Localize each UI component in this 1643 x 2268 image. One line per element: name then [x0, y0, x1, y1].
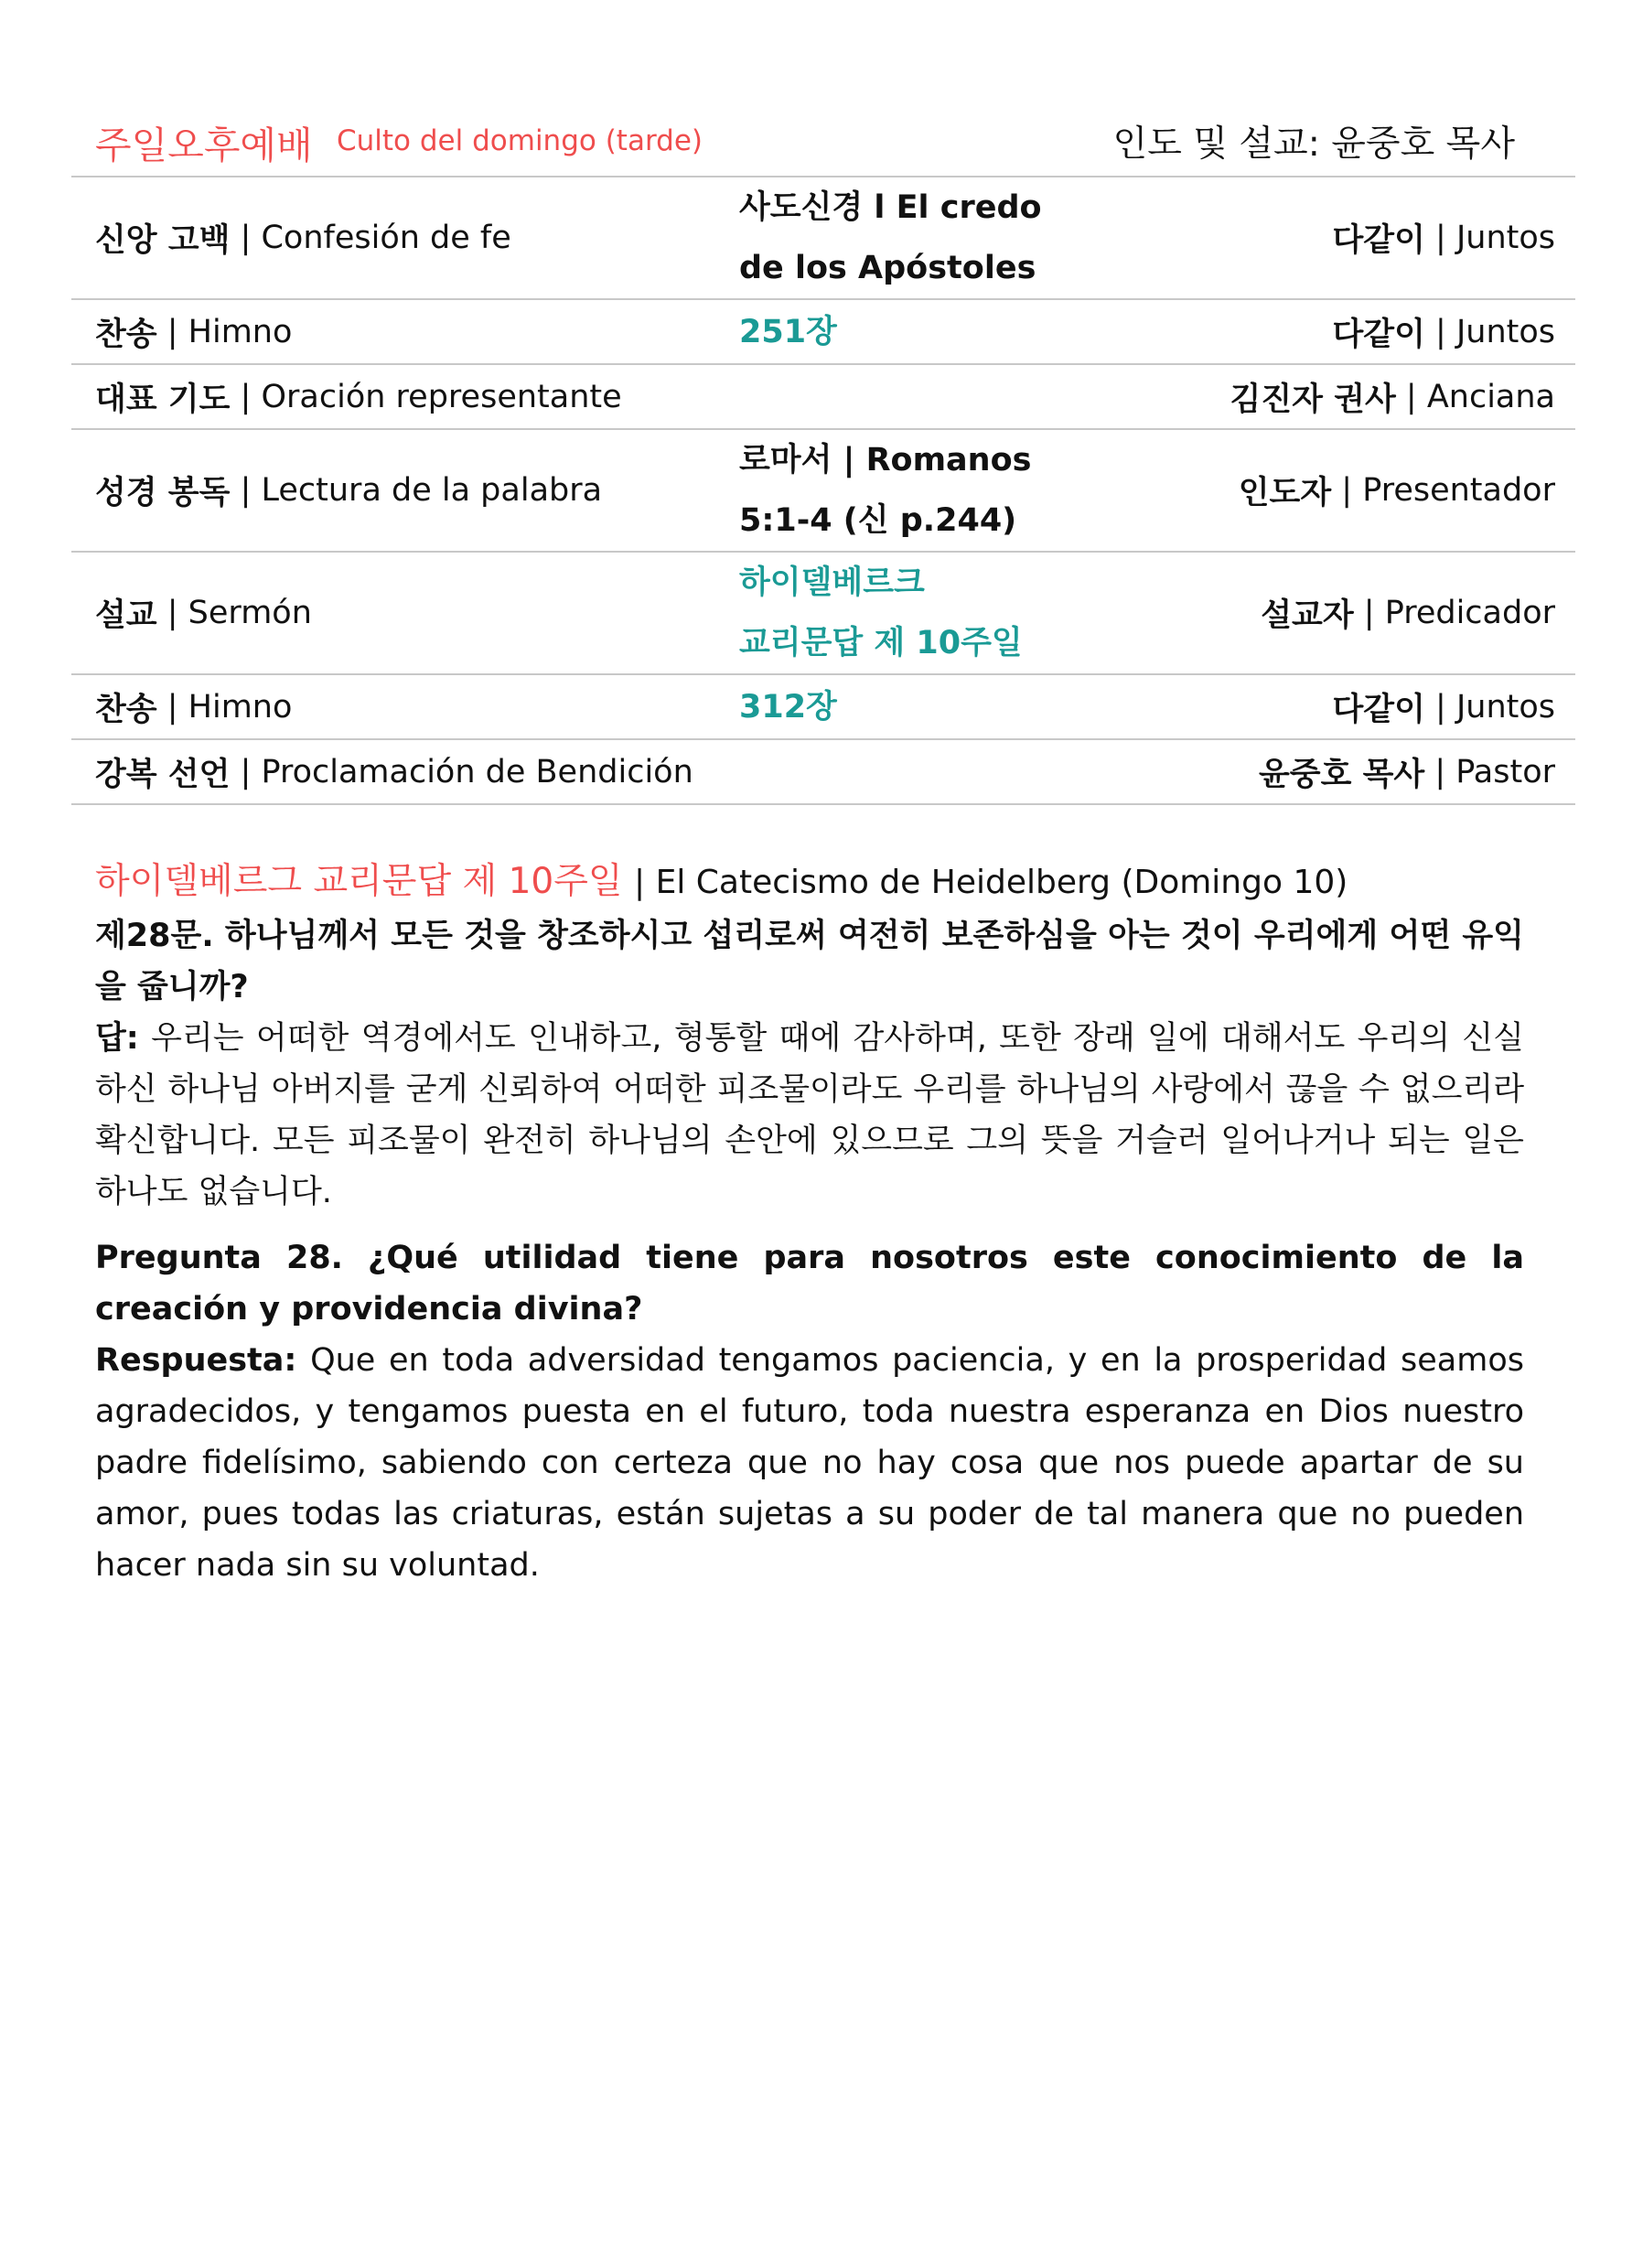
answer-ko-text: 우리는 어떠한 역경에서도 인내하고, 형통할 때에 감사하며, 또한 장래 일에 대해서도 우리의 신실하신 하나님 아버지를 굳게 신뢰하여 어떠한 피조물이라도 우리를 하나님의 사랑에서 끊을 수 없으리라 확신합니다. 모든 피조물이 완전히 하나님의 손안에 있으므로 그의 뜻을 거슬러 일어나거나 되는 일은 하나도 없습니다. — [95, 1020, 1524, 1210]
order-item-label: 설교 | Sermón — [95, 595, 312, 634]
service-leader: 인도 및 설교: 윤중호 목사 — [1112, 124, 1515, 165]
catechism-title-es: El Catecismo de Heidelberg (Domingo 10) — [655, 864, 1348, 901]
service-header — [95, 108, 1559, 174]
order-item-label: 찬송 | Himno — [95, 313, 293, 353]
order-item-label: 찬송 | Himno — [95, 688, 293, 728]
order-item-label: 신앙 고백 | Confesión de fe — [95, 220, 511, 259]
order-item-person: 다같이 | Juntos — [1332, 313, 1555, 353]
catechism-title-ko: 하이델베르그 교리문답 제 10주일 — [95, 861, 623, 902]
order-item-detail: 로마서 | Romanos 5:1-4 (신 p.244) — [739, 442, 1032, 539]
order-item-detail: 사도신경 l El credo de los Apóstoles — [739, 189, 1042, 286]
order-item-person: 인도자 | Presentador — [1238, 472, 1555, 511]
order-row-scripture — [71, 430, 1575, 553]
question-es: Pregunta 28. ¿Qué utilidad tiene para nosotros este conocimiento de la creación y providencia divina? — [95, 1240, 1524, 1327]
answer-es-text: Que en toda adversidad tengamos paciencia, y en la prosperidad seamos agradecidos, y tengamos puesta en el futuro, toda nuestra esperanza en Dios nuestro padre fidelísimo, sabiendo con certeza que no hay cosa que nos puede apartar de su amor, pues todas las criaturas, están sujetas a su poder de tal manera que no pueden hacer nada sin su voluntad. — [95, 1342, 1524, 1584]
order-item-detail: 251장 — [739, 313, 837, 350]
question-ko: 제28문. 하나님께서 모든 것을 창조하시고 섭리로써 여전히 보존하심을 아는 것이 우리에게 어떤 유익을 줍니까? — [95, 918, 1524, 1005]
order-row-sermon — [71, 553, 1575, 675]
catechism-section — [95, 855, 1524, 1591]
answer-es-label: Respuesta: — [95, 1342, 297, 1379]
order-item-person: 윤중호 목사 | Pastor — [1258, 753, 1555, 793]
order-item-person: 다같이 | Juntos — [1332, 220, 1555, 259]
service-title-ko: 주일오후예배 — [95, 124, 313, 167]
order-item-label: 대표 기도 | Oración representante — [95, 378, 622, 418]
service-title-es: Culto del domingo (tarde) — [337, 124, 703, 157]
order-item-person: 다같이 | Juntos — [1332, 688, 1555, 728]
answer-ko — [95, 1013, 1524, 1218]
order-row-confession — [71, 177, 1575, 300]
order-item-label: 성경 봉독 | Lectura de la palabra — [95, 472, 603, 511]
answer-ko-label: 답: — [95, 1020, 139, 1057]
order-row-hymn-1 — [71, 300, 1575, 365]
order-item-person: 설교자 | Predicador — [1261, 595, 1555, 634]
order-item-label: 강복 선언 | Proclamación de Bendición — [95, 753, 693, 793]
order-item-person: 김진자 권사 | Anciana — [1230, 378, 1555, 418]
order-item-detail: 하이델베르크 교리문답 제 10주일 — [739, 564, 1023, 661]
answer-es — [95, 1335, 1524, 1591]
order-row-prayer — [71, 365, 1575, 430]
order-row-hymn-2 — [71, 675, 1575, 740]
order-row-benediction — [71, 740, 1575, 805]
order-item-detail: 312장 — [739, 688, 837, 726]
order-of-worship-table — [71, 176, 1575, 805]
catechism-title: 하이델베르그 교리문답 제 10주일 | El Catecismo de Heidelberg (Domingo 10) — [95, 861, 1348, 902]
